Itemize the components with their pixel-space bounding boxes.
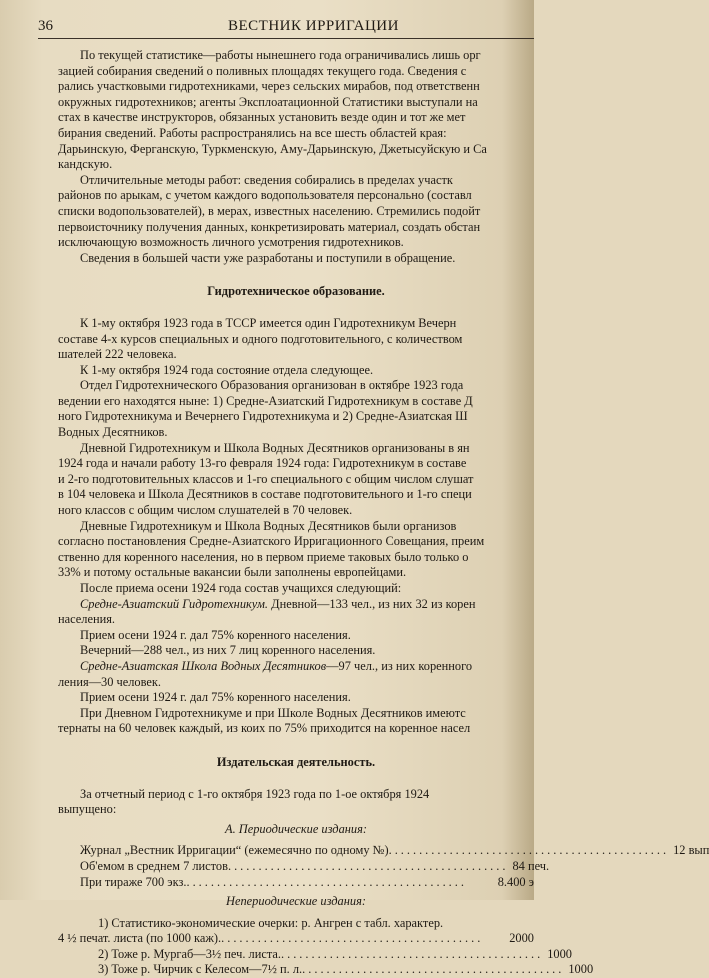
school2-line — [58, 659, 534, 675]
nonperiodic-row-2: 2) Тоже р. Мургаб—3½ печ. листа. ........................................... 1000 — [98, 946, 572, 961]
periodic-value: 12 вып — [673, 843, 709, 858]
text-line: Водных Десятников. — [58, 425, 168, 440]
text-line: ного классов с общим числом слушателей в 70 человек. — [58, 503, 353, 518]
text-line: Сведения в большей части уже разработаны и поступили в обращение. — [80, 250, 456, 265]
text-line: При Дневном Гидротехникуме и при Школе Водных Десятников имеютс — [80, 705, 466, 720]
text-line: списки водопользователей), в мерах, известных населению. Стремились подойт — [58, 203, 481, 218]
school1-line — [58, 597, 534, 613]
periodic-row: Журнал „Вестник Ирригации“ (ежемесячно по одному №) .............................................. 12 вып — [80, 843, 709, 858]
periodic-value: 84 печ. — [512, 858, 550, 873]
statistics-paragraphs — [58, 48, 534, 266]
text-line: составе 4-х курсов специальных и одного подготовительного, с количеством — [58, 331, 463, 346]
school2-name: Средне-Азиатская Школа Водных Десятников — [80, 658, 327, 673]
school1-cont: населения. — [58, 612, 116, 627]
periodic-row: Об'емом в среднем 7 листов .............................................. 84 печ. — [80, 858, 550, 873]
text-line: Отдел Гидротехнического Образования организован в октябре 1923 года — [80, 378, 464, 393]
text-line: Прием осени 1924 г. дал 75% коренного населения. — [80, 627, 351, 642]
text-line: первоисточнику получения данных, конкретизировать материал, создать обстан — [58, 219, 481, 234]
text-line: окружных гидротехников; агенты Эксплоатационной Статистики выступали на — [58, 94, 478, 109]
nonperiodic-heading: Непериодические издания: — [226, 894, 366, 909]
text-line: бирания сведений. Работы распространялись на все шесть областей края: — [58, 125, 447, 140]
periodic-heading: А. Периодические издания: — [225, 821, 367, 836]
text-line: шателей 222 человека. — [58, 347, 177, 362]
periodic-label: Об'емом в среднем 7 листов — [80, 858, 228, 873]
nonperiodic-row-1: 4 ½ печат. листа (по 1000 каж). ........................................... 2000 — [58, 931, 534, 946]
text-line: исключающую возможность личного усмотрения гидротехников. — [58, 235, 404, 250]
text-line: 33% и потому остальные вакансии были заполнены европейцами. — [58, 565, 407, 580]
periodic-label: Журнал „Вестник Ирригации“ (ежемесячно по одному №) — [80, 843, 389, 858]
nonperiodic-item-1: 1) Статистико-экономические очерки: р. Ангрен с табл. характер. — [98, 915, 444, 930]
publishing-intro-cont: выпущено: — [58, 802, 117, 817]
text-line: Дневные Гидротехникум и Школа Водных Десятников были организов — [80, 518, 457, 533]
text-line: кандскую. — [58, 157, 113, 172]
text-line: зацией собирания сведений о поливных площадях текущего года. Сведения с — [58, 63, 467, 78]
section-heading-publishing: Издательская деятельность. — [216, 754, 376, 769]
text-line: По текущей статистике—работы нынешнего года ограничивались лишь орг — [80, 48, 481, 62]
text-line: Отличительные методы работ: сведения собирались в пределах участк — [80, 172, 453, 187]
text-line: согласно постановления Средне-Азиатского Ирригационного Совещания, преим — [58, 534, 485, 549]
text-line: ственно для коренного населения, но в первом приеме таковых было только о — [58, 549, 469, 564]
school1-lines — [58, 628, 534, 659]
journal-title: ВЕСТНИК ИРРИГАЦИИ — [228, 18, 399, 34]
school2-rest: —97 чел., из них коренного — [326, 658, 473, 673]
education-paragraphs — [58, 316, 534, 597]
publishing-intro: За отчетный период с 1-го октября 1923 года по 1-ое октября 1924 — [80, 786, 430, 801]
text-line: После приема осени 1924 года состав учащихся следующий: — [80, 581, 402, 595]
text-line: К 1-му октября 1923 года в ТССР имеется один Гидротехникум Вечерн — [80, 315, 457, 330]
periodic-list — [58, 843, 709, 890]
text-line: Вечерний—288 чел., из них 7 лиц коренного населения. — [80, 643, 376, 658]
school2-cont: ления—30 человек. — [58, 674, 162, 689]
school2-lines — [58, 690, 534, 737]
text-line: Дневной Гидротехникум и Школа Водных Десятников организованы в ян — [80, 440, 470, 455]
text-line: ного Гидротехникума и Вечернего Гидротехникума и 2) Средне-Азиатская Ш — [58, 409, 468, 424]
text-line: Прием осени 1924 г. дал 75% коренного населения. — [80, 690, 351, 705]
document-body — [58, 48, 709, 978]
text-line: в 104 человека и Школа Десятников в составе подготовительного и 1-го специ — [58, 487, 472, 502]
text-line: К 1-му октября 1924 года состояние отдела следующее. — [80, 362, 374, 377]
text-line: ведении его находятся ныне: 1) Средне-Азиатский Гидротехникум в составе Д — [58, 393, 473, 408]
periodic-row: При тираже 700 экз. .............................................. 8.400 э — [80, 874, 534, 889]
text-line: рались участковыми гидротехниками, через сельских мирабов, под ответственн — [58, 79, 480, 94]
text-line: стах в качестве инструкторов, обязанных установить везде один и тот же мет — [58, 110, 466, 125]
page-header — [38, 16, 534, 39]
page-number: 36 — [38, 18, 53, 34]
periodic-label: При тираже 700 экз. — [80, 874, 187, 889]
text-line: и 2-го подготовительных классов и 1-го специального с общим числом слушат — [58, 471, 474, 486]
text-line: 1924 года и начали работу 13-го февраля 1924 года: Гидротехникум в составе — [58, 456, 467, 471]
section-heading-education: Гидротехническое образование. — [207, 284, 385, 299]
school1-name: Средне-Азиатский Гидротехникум. — [80, 596, 269, 611]
text-line: тернаты на 60 человек каждый, из коих по 75% приходится на коренное насел — [58, 721, 471, 736]
text-line: Дарьинскую, Ферганскую, Туркменскую, Аму-Дарьинскую, Джетысуйскую и Са — [58, 141, 487, 156]
text-line: районов по арыкам, с учетом каждого водопользователя персонально (составл — [58, 188, 472, 203]
periodic-value: 8.400 э — [497, 874, 534, 889]
nonperiodic-row-3: 3) Тоже р. Чирчик с Келесом—7½ п. л. ........................................... 1000 — [98, 962, 594, 977]
school1-rest: Дневной—133 чел., из них 32 из корен — [268, 596, 476, 611]
